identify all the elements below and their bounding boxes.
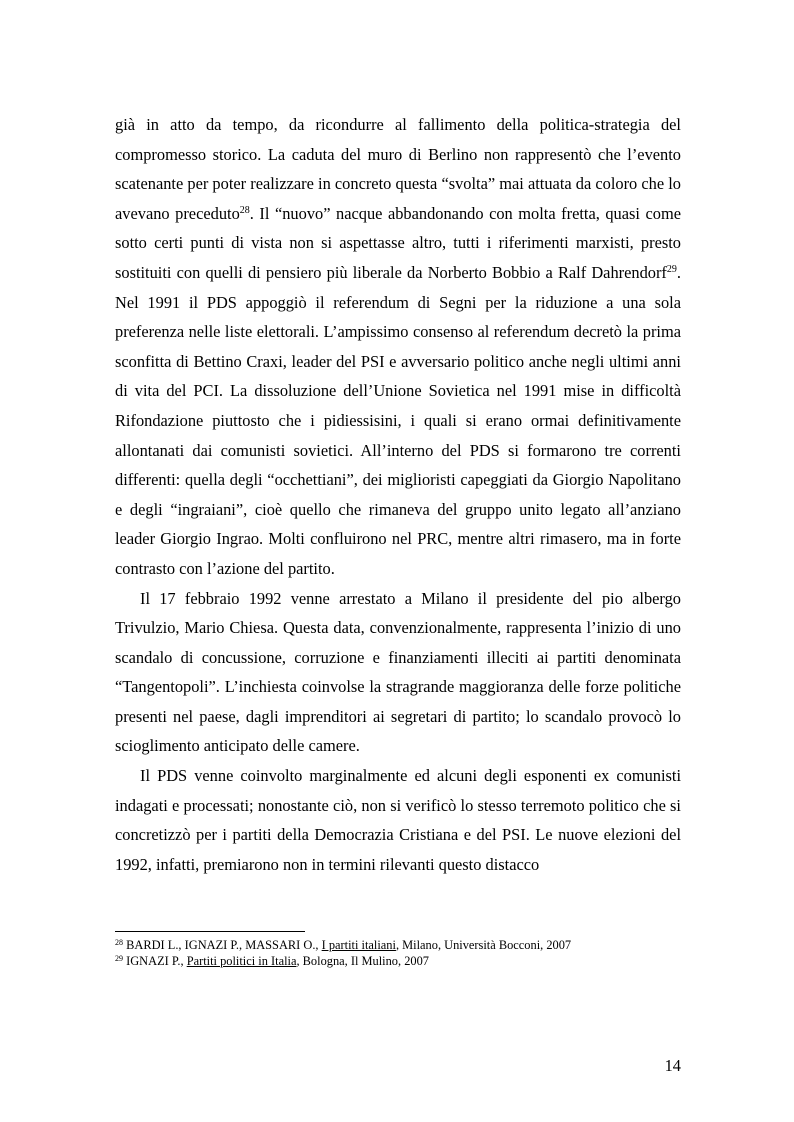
footnote-29 (115, 953, 681, 969)
paragraph-1-text-a: già in atto da tempo, da ricondurre al fallimento della politica-strategia del compromesso storico. La caduta del muro di Berlino non rappresentò che l’evento scatenante per poter realizzare in concreto questa “svolta” mai attuata da coloro che lo avevano preceduto (115, 115, 681, 223)
paragraph-1 (115, 110, 681, 584)
footnote-ref-29: 29 (666, 263, 677, 275)
paragraph-1-text-b: . Il “nuovo” nacque abbandonando con molta fretta, quasi come sotto certi punti di vista non si aspettasse altro, tutti i riferimenti marxisti, presto sostituiti con quelli di pensiero più liberale da Norberto Bobbio a Ralf Dahrendorf (115, 203, 681, 282)
footnote-ref-28: 28 (239, 204, 250, 216)
body-text (115, 110, 681, 879)
footnote-authors: IGNAZI P., (126, 954, 187, 968)
footnote-publication: , Bologna, Il Mulino, 2007 (296, 954, 429, 968)
footnote-separator (115, 931, 305, 932)
footnote-28 (115, 937, 681, 953)
page-number: 14 (664, 1056, 681, 1075)
footnotes (115, 937, 681, 969)
footnote-number: 29 (115, 954, 123, 963)
paragraph-2: Il 17 febbraio 1992 venne arrestato a Milano il presidente del pio albergo Trivulzio, Mario Chiesa. Questa data, convenzionalmente, rappresenta l’inizio di uno scandalo di concussione, corruzione e finanziamenti illeciti ai partiti denominata “Tangentopoli”. L’inchiesta coinvolse la stragrande maggioranza delle forze politiche presenti nel paese, dagli imprenditori ai segretari di partito; lo scandalo provocò lo scioglimento anticipato delle camere. (115, 588, 681, 756)
footnote-title: I partiti italiani (321, 938, 396, 952)
footnote-publication: , Milano, Università Bocconi, 2007 (395, 938, 572, 952)
footnote-authors: BARDI L., IGNAZI P., MASSARI O., (126, 938, 322, 952)
footnote-title: Partiti politici in Italia (186, 954, 297, 968)
paragraph-3: Il PDS venne coinvolto marginalmente ed alcuni degli esponenti ex comunisti indagati e processati; nonostante ciò, non si verificò lo stesso terremoto politico che si concretizzò per i partiti della Democrazia Cristiana e del PSI. Le nuove elezioni del 1992, infatti, premiarono non in termini rilevanti questo distacco (115, 766, 681, 874)
footnote-number: 28 (115, 938, 123, 947)
paragraph-1-text-c: . Nel 1991 il PDS appoggiò il referendum di Segni per la riduzione a una sola preferenza nelle liste elettorali. L’ampissimo consenso al referendum decretò la prima sconfitta di Bettino Craxi, leader del PSI e avversario politico anche negli ultimi anni di vita del PCI. La dissoluzione dell’Unione Sovietica nel 1991 mise in difficoltà Rifondazione piuttosto che i pidiessisini, i quali si erano ormai definitivamente allontanati dai comunisti sovietici. All’interno del PDS si formarono tre correnti differenti: quella degli “occhettiani”, dei miglioristi capeggiati da Giorgio Napolitano e degli “ingraiani”, cioè quello che rimaneva del gruppo unito legato all’anziano leader Giorgio Ingrao. Molti confluirono nel PRC, mentre altri rimasero, ma in forte contrasto con l’azione del partito. (115, 262, 681, 578)
